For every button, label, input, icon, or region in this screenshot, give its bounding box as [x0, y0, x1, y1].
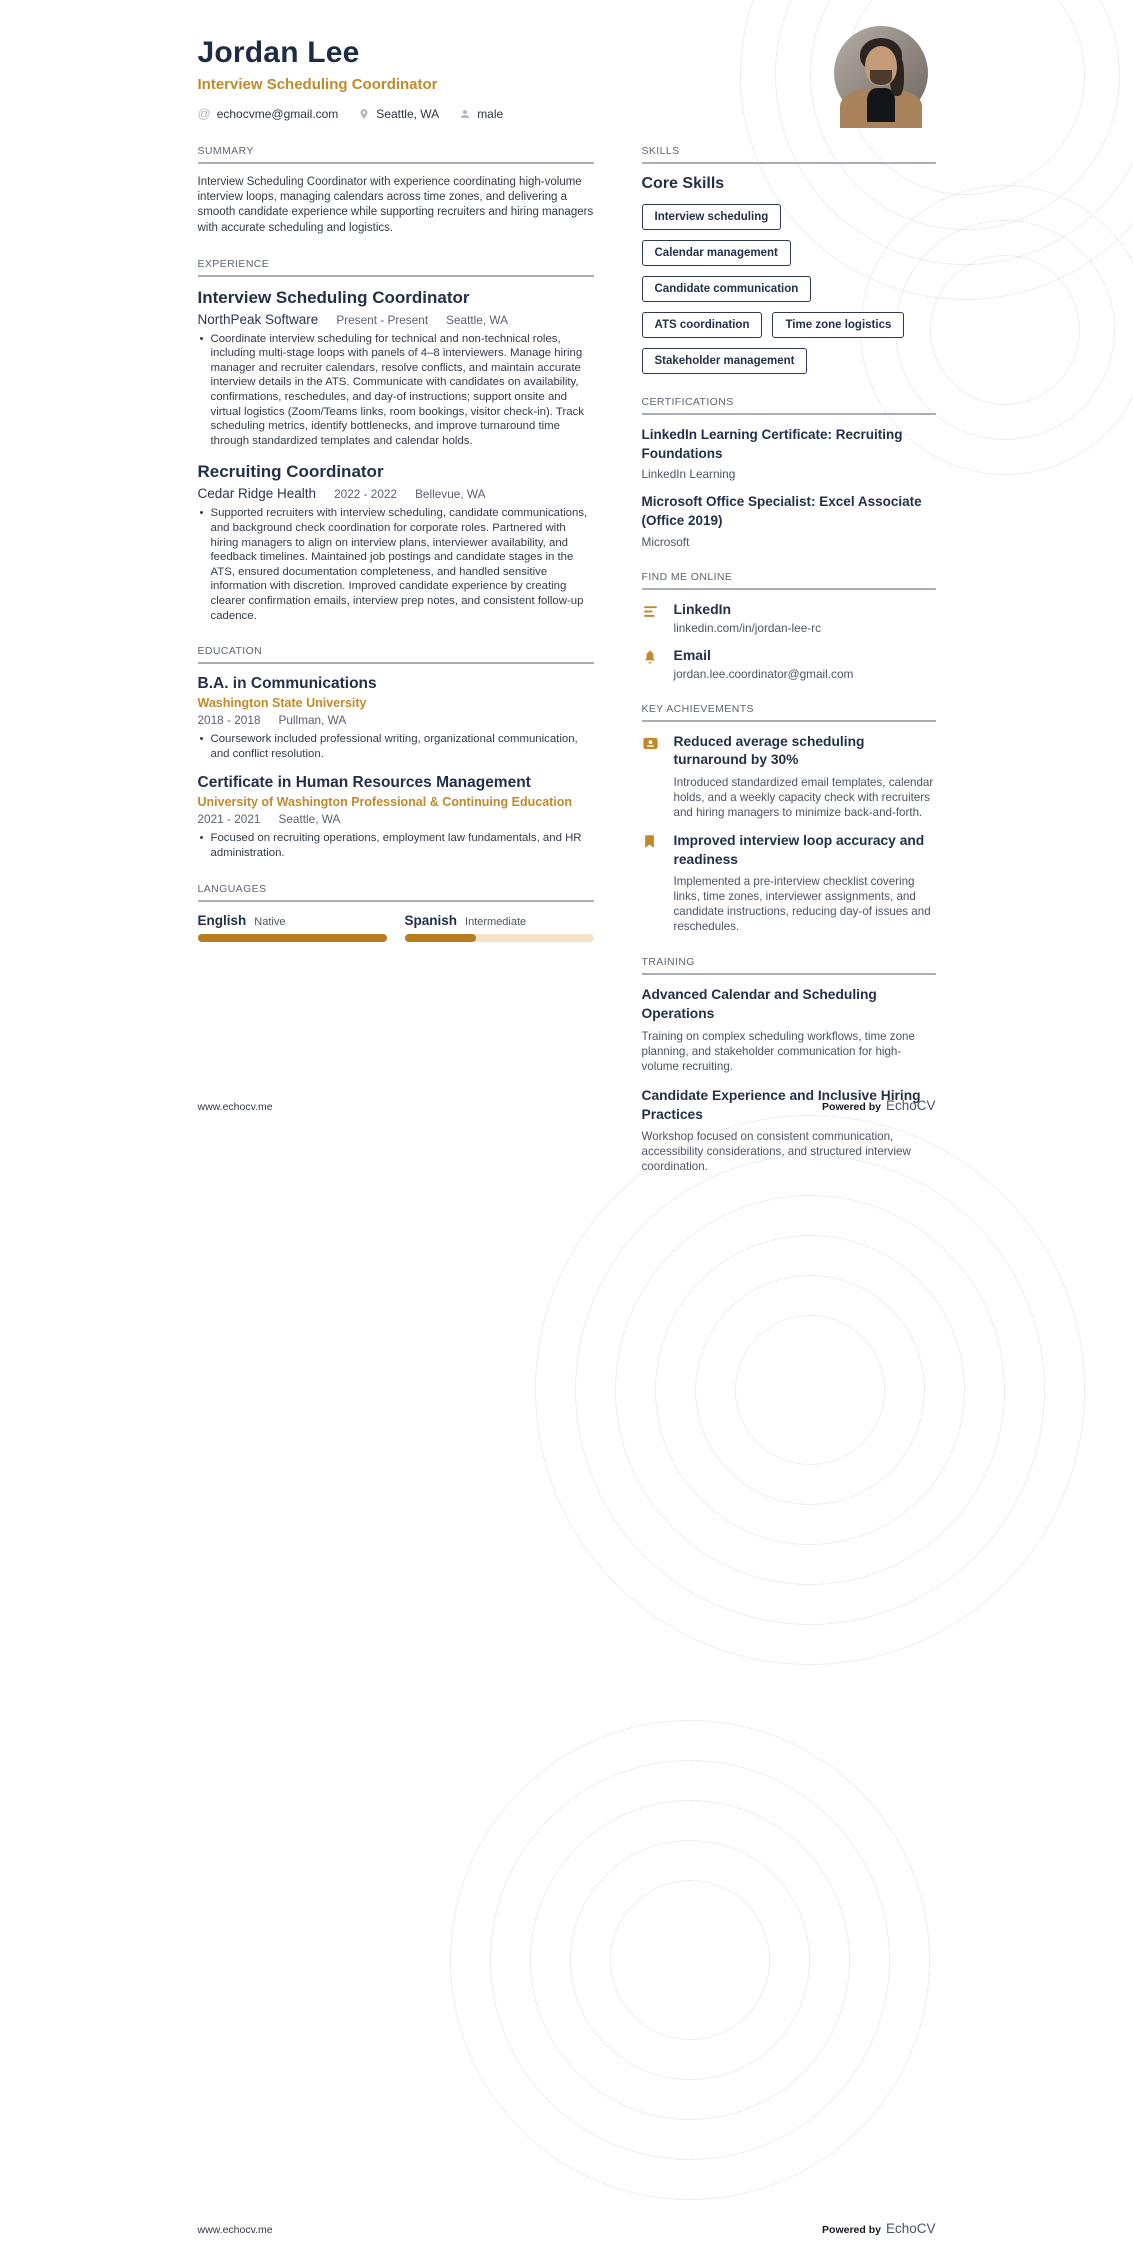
section-divider: [642, 413, 936, 415]
experience-entry: [198, 462, 594, 623]
education-heading: EDUCATION: [197, 645, 263, 658]
education-bullet: • Focused on recruiting operations, employment law fundamentals, and HR administration.: [198, 831, 594, 860]
powered-by-label: Powered by: [822, 2224, 881, 2236]
online-link-label: LinkedIn: [673, 600, 732, 617]
contact-location: [358, 107, 439, 121]
education-location: Pullman, WA: [278, 713, 347, 728]
powered-by: [822, 1098, 935, 1113]
education-meta: [198, 812, 594, 826]
language-proficiency-bar: [405, 934, 594, 942]
job-bullet: • Coordinate interview scheduling for technical and non-technical roles, including multi-stage loops with panels of 4–8 interviewers. Manage hiring manager and recruiter calendars, resolve conflicts, and maintain accurate interview details in the ATS. Communicate with candidates on availability, confirmations, reschedules, and day-of instructions; support onsite and virtual logistics (Zoom/Teams links, room bookings, visitor check-in). Track scheduling metrics, identify bottlenecks, and improve turnaround time through standardized templates and calendar holds.: [198, 332, 594, 449]
language-entry: [198, 913, 387, 942]
education-bullet: • Coursework included professional writing, organizational communication, and conflict resolution.: [198, 732, 594, 761]
website-link[interactable]: www.echocv.me: [197, 1101, 273, 1113]
key-achievements-heading: KEY ACHIEVEMENTS: [641, 702, 754, 715]
languages-heading: LANGUAGES: [197, 882, 267, 895]
website-link[interactable]: www.echocv.me: [197, 2224, 273, 2236]
education-meta: [198, 713, 594, 727]
section-divider: [198, 275, 594, 277]
section-skills: [642, 145, 936, 374]
education-school: University of Washington Professional & Continuing Education: [197, 795, 573, 810]
certification-issuer: LinkedIn Learning: [641, 467, 736, 482]
section-find-me-online: [642, 571, 936, 681]
training-description: Workshop focused on consistent communication, accessibility considerations, and structured interview coordination.: [641, 1130, 911, 1174]
section-divider: [198, 162, 594, 164]
section-training: [642, 956, 936, 1174]
achievement-title: Improved interview loop accuracy and readiness: [673, 832, 925, 867]
avatar: [834, 26, 928, 120]
job-title: Recruiting Coordinator: [197, 462, 384, 482]
bell-icon: [642, 647, 662, 681]
certifications-heading: CERTIFICATIONS: [641, 396, 734, 408]
contact-row: [198, 106, 936, 121]
language-name: English: [197, 912, 247, 928]
experience-heading: EXPERIENCE: [197, 257, 270, 270]
education-school: Washington State University: [197, 696, 367, 711]
education-bullets: [198, 831, 594, 860]
section-languages: [198, 883, 594, 942]
section-divider: [198, 662, 594, 664]
skill-chips: [642, 204, 936, 374]
language-proficiency-bar: [198, 934, 387, 942]
section-divider: [642, 720, 936, 722]
experience-entry: [198, 288, 594, 449]
echocv-brand-link[interactable]: EchoCV: [885, 1098, 936, 1113]
education-degree: B.A. in Communications: [197, 675, 377, 693]
resume-page-1: [170, 0, 964, 1174]
skills-heading: SKILLS: [641, 145, 680, 157]
list-icon: [642, 601, 662, 635]
section-key-achievements: [642, 703, 936, 935]
skill-chip: ATS coordination: [642, 312, 763, 338]
online-link-label: Email: [673, 646, 711, 663]
section-certifications: [642, 396, 936, 549]
right-column: [642, 145, 936, 1196]
achievement-description: Implemented a pre-interview checklist covering links, time zones, interviewer assignments, and candidate instructions, reducing day-of issues and reschedules.: [673, 875, 931, 934]
section-summary: [198, 145, 594, 236]
online-link-entry: [642, 601, 936, 635]
section-divider: [642, 162, 936, 164]
contact-email: [198, 106, 339, 121]
education-bullets: [198, 732, 594, 761]
certificate-icon: [642, 733, 662, 820]
job-bullet: • Supported recruiters with interview scheduling, candidate communications, and background check coordination for corporate roles. Partnered with hiring managers to align on interview plans, interviewer availability, and feedback timelines. Maintained job postings and candidate stages in the ATS, ensured documentation completeness, and handled sensitive information with discretion. Improved candidate experience by creating clearer confirmation emails, interview prep notes, and consistent follow-up cadence.: [198, 506, 594, 623]
achievement-title: Reduced average scheduling turnaround by 30%: [673, 733, 865, 768]
achievement-entry: [642, 832, 936, 935]
person-icon: [459, 108, 471, 120]
person-name: Jordan Lee: [197, 36, 360, 69]
online-link-entry: [642, 647, 936, 681]
online-link-value[interactable]: linkedin.com/in/jordan-lee-rc: [673, 620, 822, 635]
training-heading: TRAINING: [641, 956, 695, 969]
powered-by: [822, 2221, 935, 2236]
page-footer: [198, 2221, 936, 2236]
education-dates: 2018 - 2018: [197, 713, 261, 728]
certification-issuer: Microsoft: [641, 534, 690, 549]
resume-header: [170, 0, 964, 121]
job-bullets: [198, 506, 594, 623]
job-company: NorthPeak Software: [197, 311, 319, 327]
job-dates: Present - Present: [336, 312, 429, 327]
education-entry: [198, 774, 594, 860]
contact-gender-text: male: [477, 106, 504, 121]
contact-location-text: Seattle, WA: [376, 106, 440, 121]
at-icon: @: [197, 106, 211, 121]
section-education: [198, 645, 594, 860]
section-divider: [198, 900, 594, 902]
certification-title: LinkedIn Learning Certificate: Recruiting Foundations: [641, 427, 903, 461]
training-title: Candidate Experience and Inclusive Hiring Practices: [641, 1087, 921, 1122]
language-proficiency-fill: [198, 934, 387, 942]
summary-text: Interview Scheduling Coordinator with experience coordinating high-volume interview loops, managing calendars across time zones, and delivering a smooth candidate experience while supporting recruiters and hiring managers with accurate scheduling and logistics.: [197, 176, 594, 234]
job-meta: [198, 486, 594, 501]
training-description: Training on complex scheduling workflows, time zone planning, and stakeholder communication for high-volume recruiting.: [641, 1029, 915, 1073]
job-company: Cedar Ridge Health: [197, 486, 317, 502]
location-icon: [358, 108, 370, 120]
job-title: Interview Scheduling Coordinator: [197, 287, 470, 307]
achievement-description: Introduced standardized email templates, calendar holds, and a weekly capacity check with recruiters and hiring managers to minimize back-and-forth.: [673, 775, 934, 819]
language-name: Spanish: [404, 912, 458, 928]
achievement-entry: [642, 733, 936, 820]
training-entry: [642, 986, 936, 1073]
job-bullets: [198, 332, 594, 449]
powered-by-label: Powered by: [822, 1101, 881, 1113]
person-job-title: Interview Scheduling Coordinator: [197, 76, 438, 93]
language-entry: [405, 913, 594, 942]
skills-group-title: Core Skills: [641, 175, 725, 192]
contact-email-text: echocvme@gmail.com: [216, 106, 339, 121]
certification-title: Microsoft Office Specialist: Excel Associate (Office 2019): [641, 494, 922, 528]
job-location: Bellevue, WA: [415, 487, 486, 502]
language-level: Native: [254, 915, 286, 928]
section-experience: [198, 258, 594, 624]
education-entry: [198, 675, 594, 761]
page-footer: [198, 1098, 936, 1113]
skill-chip: Calendar management: [642, 240, 791, 266]
skill-chip: Candidate communication: [642, 276, 812, 302]
job-meta: [198, 312, 594, 327]
skill-chip: Time zone logistics: [772, 312, 904, 338]
summary-heading: SUMMARY: [197, 145, 254, 157]
contact-gender: [459, 107, 503, 121]
language-proficiency-fill: [405, 934, 477, 942]
online-link-value[interactable]: jordan.lee.coordinator@gmail.com: [673, 666, 854, 681]
certification-entry: [642, 426, 936, 481]
education-location: Seattle, WA: [278, 812, 341, 827]
find-me-online-heading: FIND ME ONLINE: [641, 570, 733, 583]
certification-entry: [642, 493, 936, 548]
left-column: [198, 145, 594, 1196]
language-level: Intermediate: [465, 915, 527, 928]
training-title: Advanced Calendar and Scheduling Operations: [641, 987, 877, 1022]
job-dates: 2022 - 2022: [334, 487, 398, 502]
bookmark-icon: [642, 832, 662, 935]
education-degree: Certificate in Human Resources Management: [197, 774, 531, 792]
job-location: Seattle, WA: [446, 312, 508, 327]
skill-chip: Interview scheduling: [642, 204, 782, 230]
resume-page-2: [170, 1123, 964, 2246]
languages-row: [198, 913, 594, 942]
section-divider: [642, 588, 936, 590]
echocv-brand-link[interactable]: EchoCV: [885, 2221, 936, 2236]
education-dates: 2021 - 2021: [197, 812, 261, 827]
skill-chip: Stakeholder management: [642, 348, 808, 374]
section-divider: [642, 973, 936, 975]
